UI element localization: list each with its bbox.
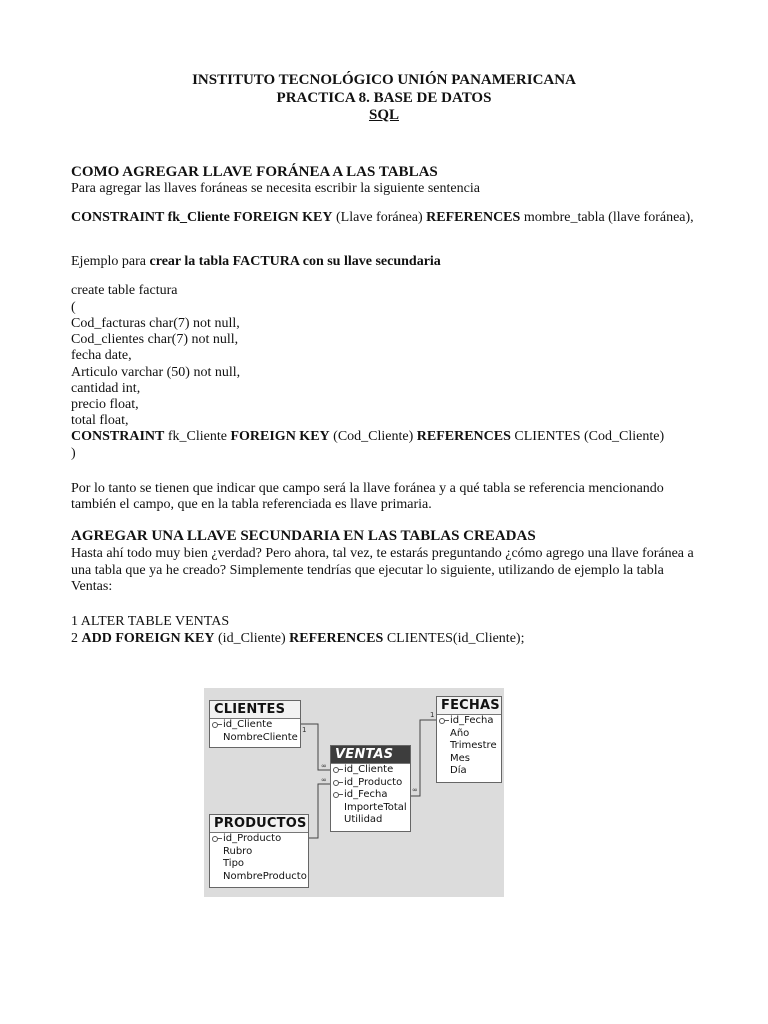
step-number: 2 <box>71 631 82 646</box>
rel-one-label: 1 <box>430 711 435 719</box>
code-line: Cod_facturas char(7) not null, <box>71 316 240 331</box>
code-line: fecha date, <box>71 348 132 363</box>
code-keyword: FOREIGN KEY <box>230 429 330 444</box>
table-field: NombreProducto <box>223 870 307 882</box>
code-keyword: ADD FOREIGN KEY <box>81 631 215 646</box>
section2-heading: AGREGAR UNA LLAVE SECUNDARIA EN LAS TABLAS CREADAS <box>71 528 536 544</box>
code-text: CLIENTES (Cod_Cliente) <box>510 429 665 444</box>
table-field: id_Producto <box>331 777 410 790</box>
code-keyword: REFERENCES <box>289 631 384 646</box>
table-title: VENTAS <box>331 746 410 764</box>
table-field: Trimestre <box>450 740 497 752</box>
table-field: Rubro <box>223 845 253 857</box>
syntax-keyword: REFERENCES <box>426 210 521 225</box>
table-title: CLIENTES <box>210 701 300 719</box>
code-text: (Cod_Cliente) <box>329 429 417 444</box>
er-diagram <box>204 688 504 897</box>
code-line: Articulo varchar (50) not null, <box>71 365 241 380</box>
code-line: ) <box>71 446 76 461</box>
code-line: ( <box>71 300 76 315</box>
rel-one-label: 1 <box>302 726 307 734</box>
table-title: PRODUCTOS <box>210 815 308 833</box>
table-field: Utilidad <box>344 814 383 826</box>
table-field: id_Cliente <box>210 719 300 732</box>
key-icon <box>333 780 341 786</box>
productos-ventas-line <box>308 784 330 838</box>
topic-title: SQL <box>368 107 399 123</box>
fechas-ventas-line <box>410 720 436 796</box>
table-field: ImporteTotal <box>344 801 407 813</box>
syntax-text: (Llave foránea) <box>332 210 427 225</box>
rel-many-label: ∞ <box>412 786 418 794</box>
key-icon <box>333 767 341 773</box>
code-line: cantidad int, <box>71 381 141 396</box>
table-field: Mes <box>450 752 470 764</box>
clientes-table <box>209 700 301 748</box>
key-icon <box>439 718 447 724</box>
code-keyword: CONSTRAINT <box>71 429 165 444</box>
practice-title: PRACTICA 8. BASE DE DATOS <box>276 90 492 106</box>
syntax-keyword: CONSTRAINT fk_Cliente FOREIGN KEY <box>71 210 333 225</box>
table-field: id_Fecha <box>437 715 501 728</box>
alter-step-2 <box>71 631 524 647</box>
section2-body-line: Hasta ahí todo muy bien ¿verdad? Pero ahora, tal vez, te estarás preguntando ¿cómo agrego una llave foránea a <box>71 546 694 561</box>
key-icon <box>212 836 220 842</box>
alter-step-1: 1 ALTER TABLE VENTAS <box>71 614 230 629</box>
code-line: create table factura <box>71 283 178 298</box>
table-field: Día <box>450 765 467 777</box>
table-field: id_Fecha <box>331 789 410 802</box>
explanation-line: Por lo tanto se tienen que indicar que campo será la llave foránea y a qué tabla se referencia mencionando <box>71 481 664 496</box>
section1-heading: COMO AGREGAR LLAVE FORÁNEA A LAS TABLAS <box>71 164 438 180</box>
table-field: Tipo <box>223 858 245 870</box>
code-line: precio float, <box>71 397 139 412</box>
constraint-code-line <box>71 429 664 445</box>
ventas-table <box>330 745 411 832</box>
fechas-table <box>436 696 502 783</box>
table-field: NombreCliente <box>223 731 298 743</box>
institution-title: INSTITUTO TECNOLÓGICO UNIÓN PANAMERICANA <box>192 72 576 88</box>
rel-many-label: ∞ <box>321 762 327 770</box>
key-icon <box>212 722 220 728</box>
example-prefix: Ejemplo para <box>71 254 150 269</box>
code-text: (id_Cliente) <box>214 631 290 646</box>
table-title: FECHAS <box>437 697 501 715</box>
section2-body-line: una tabla que ya he creado? Simplemente tendrías que ejecutar lo siguiente, utilizando de ejemplo la tabla <box>71 563 664 578</box>
table-field: id_Cliente <box>331 764 410 777</box>
code-text: fk_Cliente <box>164 429 231 444</box>
code-text: CLIENTES(id_Cliente); <box>383 631 525 646</box>
code-line: total float, <box>71 413 129 428</box>
section2-body-line: Ventas: <box>71 579 113 594</box>
explanation-line: también el campo, que en la tabla referenciada es llave primaria. <box>71 497 432 512</box>
productos-table <box>209 814 309 888</box>
key-icon <box>333 792 341 798</box>
table-field: id_Producto <box>210 833 308 846</box>
syntax-text: mombre_tabla (llave foránea), <box>520 210 694 225</box>
code-keyword: REFERENCES <box>416 429 511 444</box>
example-bold: crear la tabla FACTURA con su llave secundaria <box>149 254 441 269</box>
constraint-syntax <box>71 210 694 226</box>
code-line: Cod_clientes char(7) not null, <box>71 332 239 347</box>
section1-intro: Para agregar las llaves foráneas se necesita escribir la siguiente sentencia <box>71 181 480 196</box>
example-intro <box>71 254 441 270</box>
rel-many-label: ∞ <box>321 776 327 784</box>
table-field: Año <box>450 727 470 739</box>
